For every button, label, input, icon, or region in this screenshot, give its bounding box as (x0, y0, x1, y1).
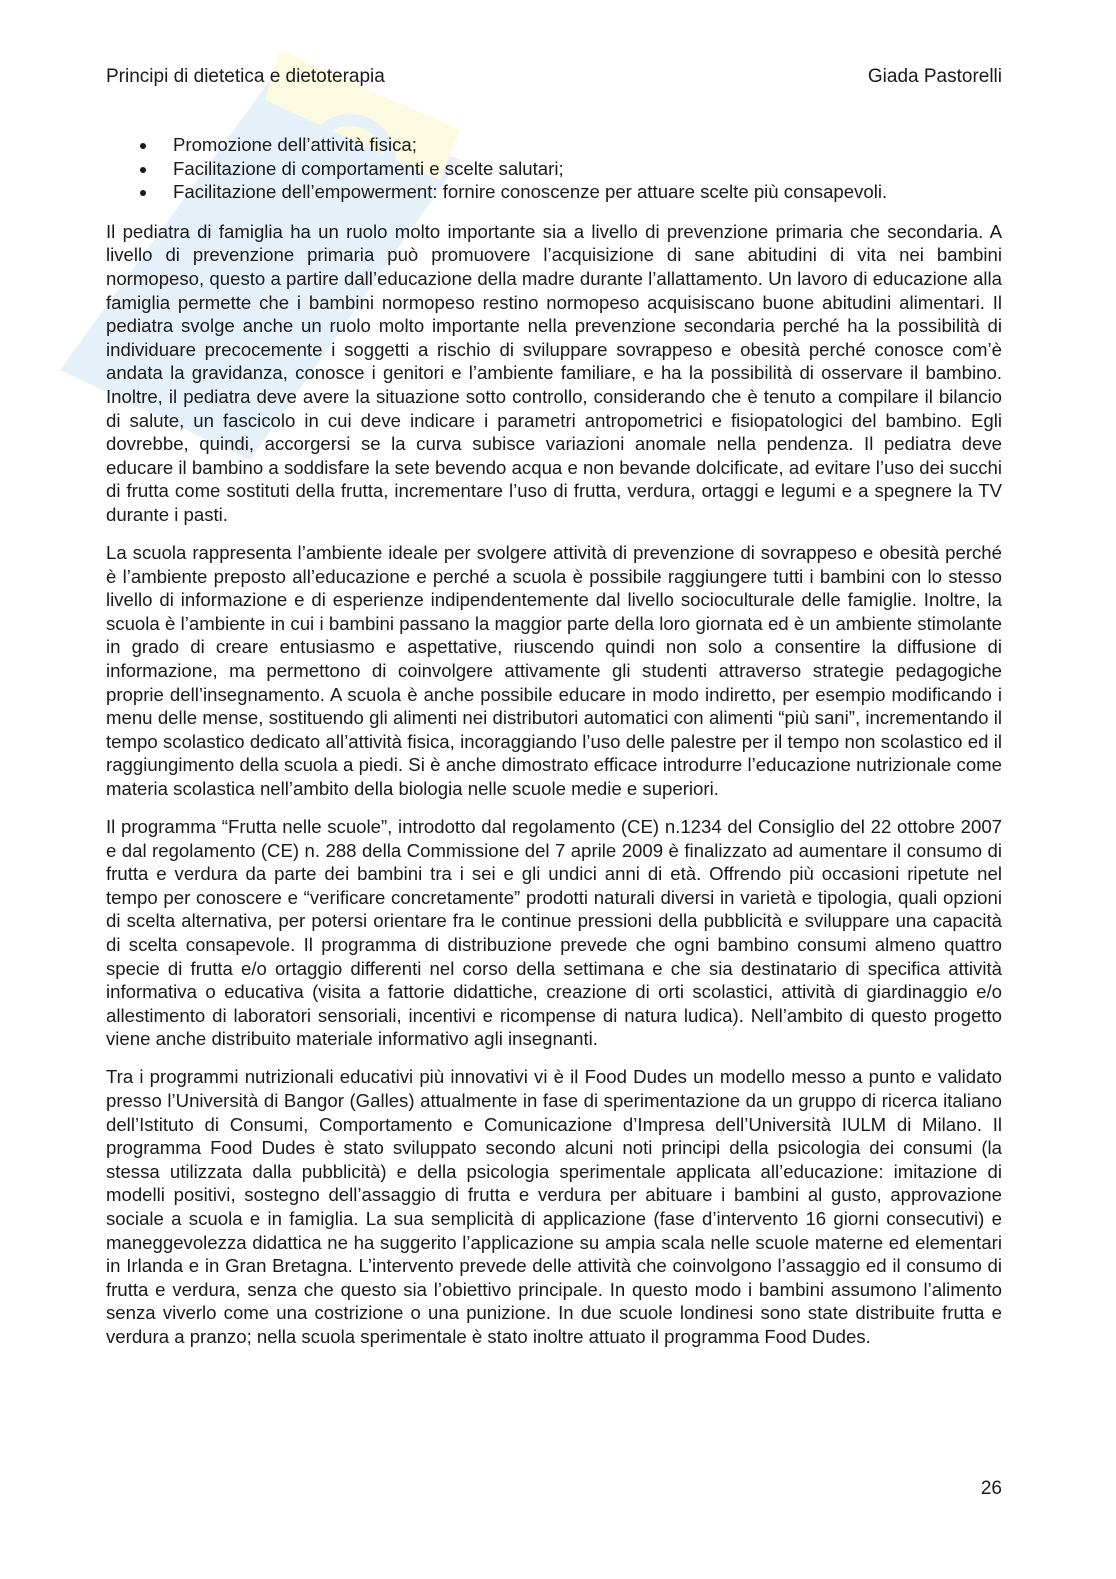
list-item-text: Promozione dell’attività fisica; (173, 134, 417, 155)
page-body (106, 133, 1002, 1363)
page-header (106, 66, 1002, 92)
paragraph-frutta-nelle-scuole: Il programma “Frutta nelle scuole”, introdotto dal regolamento (CE) n.1234 del Consiglio del 22 ottobre 2007 e dal regolamento (CE) n. 288 della Commissione del 7 aprile 2009 è finalizzato ad aumentare il consumo di frutta e verdura da parte dei bambini tra i sei e gli undici anni di età. Offrendo più occasioni ripetute nel tempo per conoscere e “verificare concretamente” prodotti naturali diversi in varietà e tipologia, quali opzioni di scelta alternativa, per potersi orientare fra le continue pressioni della pubblicità e sviluppare una capacità di scelta consapevole. Il programma di distribuzione prevede che ogni bambino consumi almeno quattro specie di frutta e/o ortaggio differenti nel corso della settimana e che sia destinatario di specifica attività informativa o educativa (visita a fattorie didattiche, creazione di orti scolastici, attività di giardinaggio e/o allestimento di laboratori sensoriali, incentivi e ricompense di natura ludica). Nell’ambito di questo progetto viene anche distribuito materiale informativo agli insegnanti. (106, 816, 1002, 1050)
page-number: 26 (980, 1478, 1002, 1499)
bullet-icon (140, 190, 146, 196)
paragraph-scuola: La scuola rappresenta l’ambiente ideale per svolgere attività di prevenzione di sovrappeso e obesità perché è l’ambiente preposto all’educazione e perché a scuola è possibile raggiungere tutti i bambini con lo stesso livello di informazione e di esperienze indipendentemente dal livello socioculturale delle famiglie. Inoltre, la scuola è l’ambiente in cui i bambini passano la maggior parte della loro giornata ed è un ambiente stimolante in grado di creare entusiasmo e aspettative, riuscendo quindi non solo a consentire la diffusione di informazione, ma permettono di coinvolgere attivamente gli studenti attraverso strategie pedagogiche proprie dell’insegnamento. A scuola è anche possibile educare in modo indiretto, per esempio modificando i menu delle mense, sostituendo gli alimenti nei distributori automatici con alimenti “più sani”, incrementando il tempo scolastico dedicato all’attività fisica, incoraggiando l’uso delle palestre per il tempo non scolastico ed il raggiungimento della scuola a piedi. Si è anche dimostrato efficace introdurre l’educazione nutrizionale come materia scolastica nell’ambito della biologia nelle scuole medie e superiori. (106, 542, 1002, 799)
bullet-list (106, 133, 1002, 204)
list-item (106, 157, 1002, 181)
list-item-text: Facilitazione dell’empowerment: fornire conoscenze per attuare scelte più consapevoli. (173, 181, 888, 203)
author-name: Giada Pastorelli (867, 66, 1002, 87)
bullet-icon (140, 143, 146, 149)
paragraph-pediatra: Il pediatra di famiglia ha un ruolo molto importante sia a livello di prevenzione primaria che secondaria. A livello di prevenzione primaria può promuovere l’acquisizione di sane abitudini di vita nei bambini normopeso, questo a partire dall’educazione della madre durante l’allattamento. Un lavoro di educazione alla famiglia permette che i bambini normopeso restino normopeso acquisiscano buone abitudini alimentari. Il pediatra svolge anche un ruolo molto importante nella prevenzione secondaria perché ha la possibilità di individuare precocemente i soggetti a rischio di sviluppare sovrappeso e obesità perché conosce com’è andata la gravidanza, conosce i genitori e l’ambiente familiare, e ha la possibilità di osservare il bambino. Inoltre, il pediatra deve avere la situazione sotto controllo, considerando che è tenuto a compilare il bilancio di salute, un fascicolo in cui deve indicare i parametri antropometrici e fisiopatologici del bambino. Egli dovrebbe, quindi, accorgersi se la curva subisce variazioni anomale nella pendenza. Il pediatra deve educare il bambino a soddisfare la sete bevendo acqua e non bevande dolcificate, ad evitare l’uso dei succhi di frutta come sostituti della frutta, incrementare l’uso di frutta, verdura, ortaggi e legumi e a spegnere la TV durante i pasti. (106, 220, 1002, 525)
paragraph-food-dudes: Tra i programmi nutrizionali educativi più innovativi vi è il Food Dudes un modello messo a punto e validato presso l’Università di Bangor (Galles) attualmente in fase di sperimentazione da un gruppo di ricerca italiano dell’Istituto di Consumi, Comportamento e Comunicazione d’Impresa dell’Università IULM di Milano. Il programma Food Dudes è stato sviluppato secondo alcuni noti principi della psicologia dei consumi (la stessa utilizzata dalla pubblicità) e della psicologia sperimentale applicata all’educazione: imitazione di modelli positivi, sostegno dell’assaggio di frutta e verdura per abituare i bambini al gusto, approvazione sociale a scuola e in famiglia. La sua semplicità di applicazione (fase d’intervento 16 giorni consecutivi) e maneggevolezza didattica ne ha suggerito l’applicazione su ampia scala nelle scuole materne ed elementari in Irlanda e in Gran Bretagna. L’intervento prevede delle attività che coinvolgono l’assaggio ed il consumo di frutta e verdura, senza che questo sia l’obiettivo principale. In questo modo i bambini assumono l’alimento senza viverlo come una costrizione o una punizione. In due scuole londinesi sono state distribuite frutta e verdura a pranzo; nella scuola sperimentale è stato inoltre attuato il programma Food Dudes. (106, 1066, 1002, 1347)
list-item-text: Facilitazione di comportamenti e scelte salutari; (173, 157, 564, 179)
list-item (106, 133, 1002, 157)
document-title: Principi di dietetica e dietoterapia (106, 66, 385, 87)
bullet-icon (140, 167, 146, 173)
list-item (106, 180, 1002, 204)
